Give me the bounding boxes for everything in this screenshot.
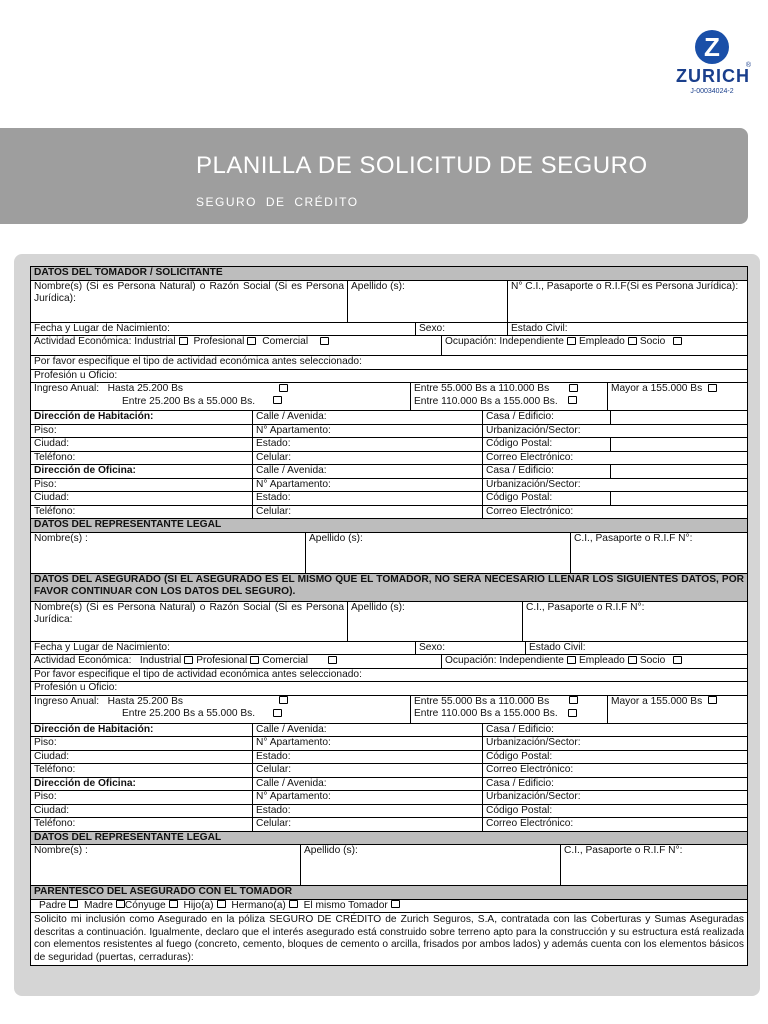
tomador-apellido-field[interactable]: Apellido (s):	[348, 281, 508, 322]
tomador-ofi-row1: Dirección de Oficina: Calle / Avenida: Casa / Edificio:	[31, 465, 747, 479]
a-ingreso-mayor-checkbox[interactable]	[708, 696, 717, 704]
asegurado-hab-row3: Ciudad: Estado: Código Postal:	[31, 751, 747, 765]
page-title: PLANILLA DE SOLICITUD DE SEGURO	[196, 152, 648, 179]
declaracion-text: Solicito mi inclusión como Asegurado en la póliza SEGURO DE CRÉDITO de Zurich Seguros, S.A, contratada con las Coberturas y Sumas Aseguradas descritas a continuación. Igualmente, declaro que el interés asegurado está construido sobre terreno apto para la construcción y su estructura está realizada con elementos resistentes al fuego (concreto, cemento, bloques de cemento o arcilla, frisados por ambos lados) y además cuenta con los elementos básicos de seguridad (puertas, cerraduras):	[34, 914, 744, 963]
section-header-representante-2: DATOS DEL REPRESENTANTE LEGAL	[31, 832, 747, 846]
asegurado-name-row: Nombre(s) (Si es Persona Natural) o Razón Social (Si es Persona Jurídica: Apellido (s): C.I., Pasaporte o R.I.F N°:	[31, 602, 747, 642]
representante-2-row: Nombre(s) : Apellido (s): C.I., Pasaporte o R.I.F N°:	[31, 845, 747, 886]
representante-row: Nombre(s) : Apellido (s): C.I., Pasaporte o R.I.F N°:	[31, 533, 747, 574]
asegurado-profesion-row[interactable]: Profesión u Oficio:	[31, 682, 747, 696]
zurich-z-icon: Z	[695, 30, 729, 64]
asegurado-hab-row2: Piso: N° Apartamento: Urbanización/Sector:	[31, 737, 747, 751]
a-profesional-checkbox[interactable]	[250, 656, 259, 664]
application-form	[30, 266, 748, 966]
a-empleado-checkbox[interactable]	[628, 656, 637, 664]
zurich-logo	[676, 30, 752, 95]
section-header-representante: DATOS DEL REPRESENTANTE LEGAL	[31, 519, 747, 533]
a-comercial-checkbox[interactable]	[328, 656, 337, 664]
asegurado-birth-row: Fecha y Lugar de Nacimiento: Sexo: Estado Civil:	[31, 642, 747, 656]
a-ingreso-entre1-checkbox[interactable]	[273, 709, 282, 717]
tomador-ci-field[interactable]: N° C.I., Pasaporte o R.I.F(Si es Persona Jurídica):	[511, 280, 739, 292]
mismo-tomador-checkbox[interactable]	[391, 900, 400, 908]
tomador-ingreso-row: Ingreso Anual: Hasta 25.200 Bs Entre 25.200 Bs a 55.000 Bs. Entre 55.000 Bs a 110.000 Bs Entre 110.000 Bs a 155.000 Bs. Mayor a 155.000 Bs	[31, 383, 747, 411]
asegurado-ofi-row1: Dirección de Oficina: Calle / Avenida: Casa / Edificio:	[31, 778, 747, 792]
tomador-fecha-field[interactable]: Fecha y Lugar de Nacimiento:	[31, 323, 416, 336]
ingreso-mayor-checkbox[interactable]	[708, 384, 717, 392]
tomador-estado-civil-field[interactable]: Estado Civil:	[511, 322, 568, 334]
a-ingreso-entre2-checkbox[interactable]	[569, 696, 578, 704]
logo-rif: J-00034024-2	[690, 88, 734, 95]
hijo-checkbox[interactable]	[217, 900, 226, 908]
section-header-parentesco: PARENTESCO DEL ASEGURADO CON EL TOMADOR	[31, 886, 747, 900]
socio-checkbox[interactable]	[673, 337, 682, 345]
tomador-birth-row	[31, 323, 747, 337]
tomador-name-row	[31, 281, 747, 323]
asegurado-ofi-row4: Teléfono: Celular: Correo Electrónico:	[31, 818, 747, 832]
asegurado-ofi-row3: Ciudad: Estado: Código Postal:	[31, 805, 747, 819]
tomador-ofi-row4: Teléfono: Celular: Correo Electrónico:	[31, 506, 747, 520]
a-socio-checkbox[interactable]	[673, 656, 682, 664]
padre-checkbox[interactable]	[69, 900, 78, 908]
conyuge-checkbox[interactable]	[169, 900, 178, 908]
independiente-checkbox[interactable]	[567, 337, 576, 345]
hermano-checkbox[interactable]	[289, 900, 298, 908]
tomador-actividad-row: Actividad Económica: Industrial Profesional Comercial Ocupación: Independiente Empleado Socio	[31, 336, 747, 356]
ingreso-entre3-checkbox[interactable]	[568, 396, 577, 404]
ingreso-entre1-checkbox[interactable]	[273, 396, 282, 404]
comercial-checkbox[interactable]	[320, 337, 329, 345]
a-industrial-checkbox[interactable]	[184, 656, 193, 664]
a-ingreso-hasta-checkbox[interactable]	[279, 696, 288, 704]
asegurado-especifique-row[interactable]: Por favor especifique el tipo de actividad económica antes seleccionado:	[31, 669, 747, 683]
tomador-sexo-field[interactable]: Sexo:	[416, 323, 508, 336]
logo-name: ZURICH ®	[676, 62, 752, 86]
tomador-hab-row4: Teléfono: Celular: Correo Electrónico:	[31, 452, 747, 466]
profesional-checkbox[interactable]	[247, 337, 256, 345]
madre-checkbox[interactable]	[116, 900, 125, 908]
ingreso-hasta-checkbox[interactable]	[279, 384, 288, 392]
ingreso-entre2-checkbox[interactable]	[569, 384, 578, 392]
industrial-checkbox[interactable]	[179, 337, 188, 345]
tomador-profesion-row[interactable]: Profesión u Oficio:	[31, 370, 747, 384]
page-subtitle: SEGURO DE CRÉDITO	[196, 195, 359, 209]
tomador-hab-row1: Dirección de Habitación: Calle / Avenida: Casa / Edificio:	[31, 411, 747, 425]
tomador-hab-row3: Ciudad: Estado: Código Postal:	[31, 438, 747, 452]
asegurado-hab-row1: Dirección de Habitación: Calle / Avenida: Casa / Edificio:	[31, 724, 747, 738]
tomador-ofi-row3: Ciudad: Estado: Código Postal:	[31, 492, 747, 506]
tomador-ofi-row2: Piso: N° Apartamento: Urbanización/Sector:	[31, 479, 747, 493]
declaracion-row	[31, 913, 747, 965]
asegurado-hab-row4: Teléfono: Celular: Correo Electrónico:	[31, 764, 747, 778]
asegurado-ofi-row2: Piso: N° Apartamento: Urbanización/Sector:	[31, 791, 747, 805]
section-header-asegurado: DATOS DEL ASEGURADO (SI EL ASEGURADO ES EL MISMO QUE EL TOMADOR, NO SERÁ NECESARIO LLENAR LOS SIGUIENTES DATOS, POR FAVOR CONTINUAR CON LOS DATOS DEL SEGURO).	[31, 574, 747, 602]
empleado-checkbox[interactable]	[628, 337, 637, 345]
asegurado-actividad-row: Actividad Económica: Industrial Profesional Comercial Ocupación: Independiente Empleado Socio	[31, 655, 747, 669]
parentesco-row: Padre Madre Cónyuge Hijo(a) Hermano(a) El mismo Tomador	[31, 900, 747, 914]
tomador-nombre-field[interactable]: Nombre(s) (Si es Persona Natural) o Razón Social (Si es Persona Jurídica):	[31, 281, 348, 322]
tomador-hab-row2: Piso: N° Apartamento: Urbanización/Sector:	[31, 425, 747, 439]
a-ingreso-entre3-checkbox[interactable]	[568, 709, 577, 717]
a-independiente-checkbox[interactable]	[567, 656, 576, 664]
asegurado-ingreso-row: Ingreso Anual: Hasta 25.200 Bs Entre 25.200 Bs a 55.000 Bs. Entre 55.000 Bs a 110.000 Bs Entre 110.000 Bs a 155.000 Bs. Mayor a 155.000 Bs	[31, 696, 747, 724]
section-header-tomador: DATOS DEL TOMADOR / SOLICITANTE	[31, 267, 747, 281]
tomador-especifique-row[interactable]: Por favor especifique el tipo de actividad económica antes seleccionado:	[31, 356, 747, 370]
